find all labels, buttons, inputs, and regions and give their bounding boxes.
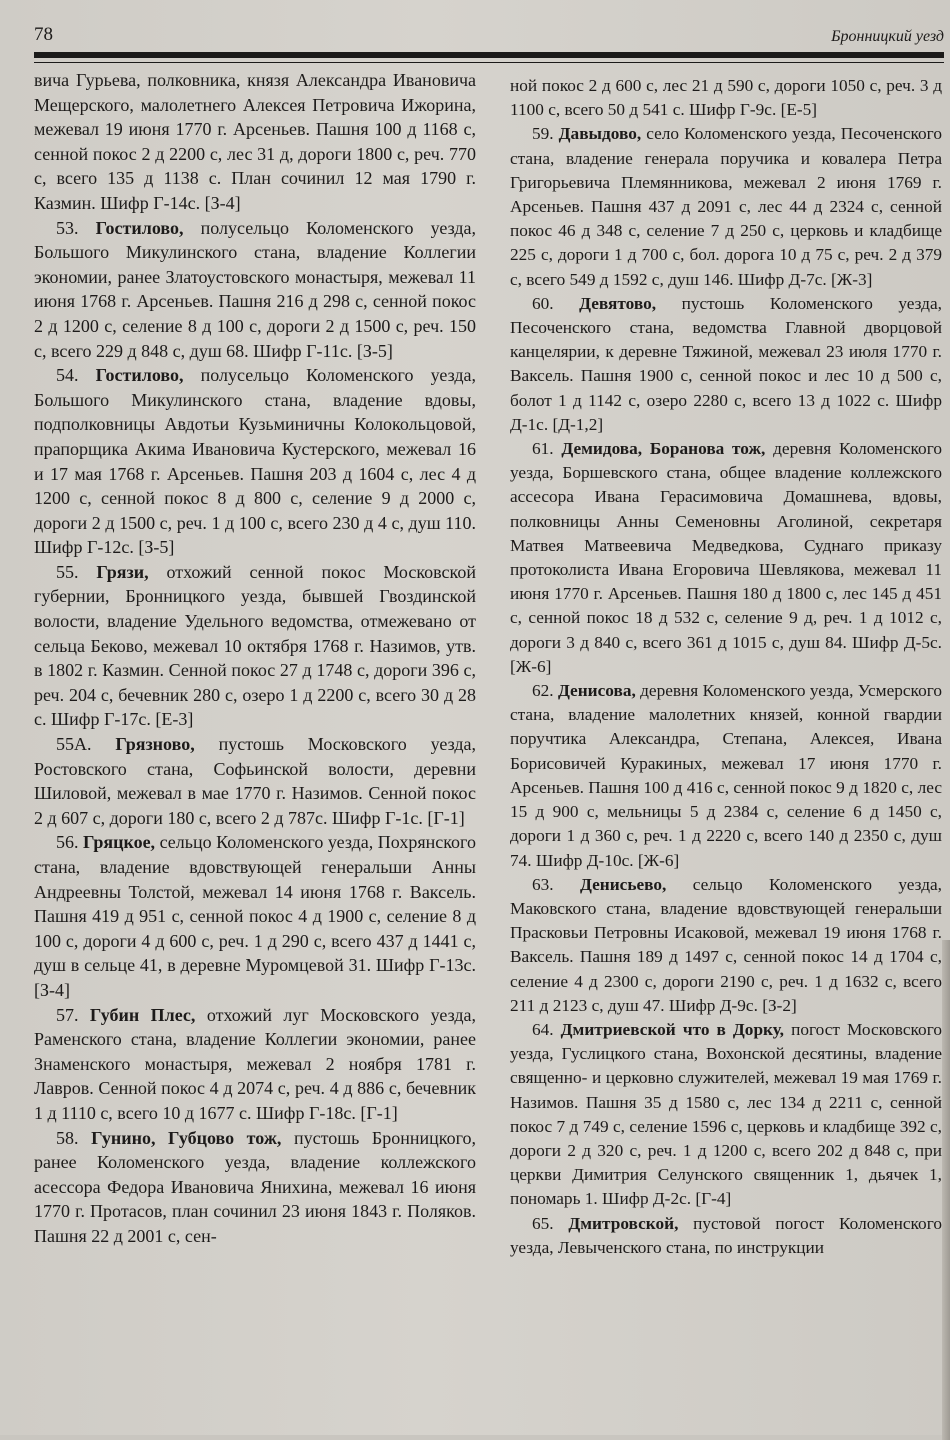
entry-text: отхожий луг Московского уезда, Раменского стана, владение Коллегии экономии, ранее Знаменского монастыря, межевал 2 ноября 1781 г. Лавров. Сенной покос 4 д 2074 с, реч. 4 д 886 с, бечевник 1 д 1110 с, всего 10 д 1677 с. Шифр Г-18с. [Г-1] <box>34 1004 477 1123</box>
page-number: 78 <box>34 24 53 45</box>
entry-name: Денисьево, <box>579 874 667 894</box>
entry-number: 57. <box>56 1004 79 1025</box>
header-rule-thin <box>34 62 944 63</box>
entry-text: ной покос 2 д 600 с, лес 21 д 590 с, дороги 1050 с, реч. 3 д 1100 с, всего 50 д 541 с. Шифр Г-9с. [Е-5] <box>510 76 942 120</box>
entry-text: полусельцо Коломенского уезда, Большого Микулинского стана, владение вдовы, подполковницы Авдотьи Кузьминичны Колокольцовой, прапорщика Акима Ивановича Кустерского, межевал 16 и 17 мая 1768 г. Арсеньев. Пашня 203 д 1604 с, лес 4 д 1200 с, сенной покос 8 д 800 с, селение 9 д 2000 с, дороги 2 д 1500 с, реч. 1 д 100 с, всего 230 д 4 с, душ 110. Шифр Г-12с. [З-5] <box>34 365 477 558</box>
entry-text: пустошь Московского уезда, Ростовского стана, Софьинской волости, деревни Шиловой, межевал в мае 1770 г. Назимов. Сенной покос 2 д 607 с, дороги 180 с, всего 2 д 787с. Шифр Г-1с. [Г-1] <box>34 734 477 828</box>
register-entry <box>34 560 476 732</box>
entry-number: 56. <box>56 832 79 853</box>
entry-name: Дмитровской, <box>568 1213 679 1233</box>
register-entry <box>34 732 476 830</box>
entry-name: Денисова, <box>557 681 636 701</box>
book-spine-edge <box>942 940 950 1440</box>
entry-text: пустошь Коломенского уезда, Песоченского стана, ведомства Главной дворцовой канцелярии, к деревне Тяжиной, межевал 23 июля 1770 г. Ваксель. Пашня 1900 с, сенной покос и лес 10 д 500 с, болот 1 д 1142 с, озеро 2280 с, всего 13 д 1022 с. Шифр Д-1с. [Д-1,2] <box>510 293 942 434</box>
entry-name: Гунино, Губцово тож, <box>91 1127 282 1148</box>
entry-number: 65. <box>532 1213 554 1233</box>
entry-text: пустошь Бронницкого, ранее Коломенского уезда, владение коллежского асессора Федора Ивановича Янихина, межевал 16 июня 1770 г. Протасов, план сочинил 23 июня 1843 г. Поляков. Пашня 22 д 2001 с, сен- <box>34 1127 477 1246</box>
entry-number: 58. <box>56 1127 79 1148</box>
entry-number: 59. <box>532 124 554 144</box>
register-entry <box>510 679 942 873</box>
entry-text: сельцо Коломенского уезда, Маковского стана, владение вдовствующей генеральши Прасковьи Петровны Исаковой, межевал 19 июня 1768 г. Ваксель. Пашня 189 д 1497 с, сенной покос 14 д 1704 с, селение 4 д 2300 с, дороги 2190 с, реч. 1 д 1632 с, всего 211 д 2123 с, душ 47. Шифр Д-9с. [З-2] <box>510 874 942 1015</box>
entry-number: 60. <box>532 293 554 313</box>
entry-name: Губин Плес, <box>89 1004 196 1025</box>
entry-text: деревня Коломенского уезда, Боршевского стана, общее владение коллежского ассесора Ивана Герасимовича Домашнева, вдовы, полковницы Анны Семеновны Аголиной, секретаря Матвея Матвеевича Медведкова, Суднаго приказу протоколиста Ивана Егоровича Шевлякова, межевал 11 июня 1770 г. Арсеньев. Пашня 180 д 1800 с, лес 145 д 451 с, сенной покос 18 д 532 с, селение 9 д, реч. 1 д 1012 с, дороги 3 д 840 с, всего 361 д 1015 с, душ 84. Шифр Д-5с. [Ж-6] <box>510 439 942 676</box>
entry-number: 63. <box>532 874 554 894</box>
register-entry <box>34 363 476 560</box>
entry-text: село Коломенского уезда, Песоченского стана, владение генерала поручика и ковалера Петра Григорьевича Племянникова, межевал 2 июня 1769 г. Арсеньев. Пашня 437 д 2091 с, лес 44 д 2324 с, сенной покос 46 д 348 с, селение 7 д 250 с, церковь и кладбище 225 с, дороги 1 д 700 с, бол. дорога 10 д 75 с, реч. 2 д 379 с, всего 549 д 1592 с, душ 146. Шифр Д-7с. [Ж-3] <box>510 124 942 289</box>
entry-name: Грязи, <box>96 561 149 582</box>
register-entry <box>510 122 942 291</box>
entry-text: отхожий сенной покос Московской губернии, Бронницкого уезда, бывшей Гвоздинской волости, владение Удельного ведомства, отмежевано от сельца Беково, межевал 10 октября 1768 г. Назимов, утв. в 1802 г. Казмин. Сенной покос 27 д 1748 с, дороги 396 с, реч. 204 с, бечевник 280 с, озеро 1 д 2200 с, всего 30 д 28 с. Шифр Г-17с. [Е-3] <box>34 561 476 730</box>
entry-continuation <box>510 74 942 122</box>
left-column <box>34 68 476 1249</box>
entry-name: Гостилово, <box>95 217 184 238</box>
entry-name: Грязново, <box>115 734 195 755</box>
register-entry <box>510 292 942 437</box>
running-head: Бронницкий уезд <box>831 28 944 45</box>
entry-number: 64. <box>532 1019 554 1039</box>
entry-name: Гряцкое, <box>83 832 156 853</box>
register-entry <box>510 873 942 1018</box>
register-entry <box>34 1003 476 1126</box>
register-entry <box>34 216 476 364</box>
entry-text: вича Гурьева, полковника, князя Александра Ивановича Мещерского, малолетнего Алексея Петровича Ижорина, межевал 19 июня 1770 г. Арсеньев. Пашня 100 д 1168 с, сенной покос 2 д 2200 с, лес 31 д, дороги 1800 с, реч. 770 с, всего 135 д 1138 с. План сочинил 12 мая 1790 г. Казмин. Шифр Г-14с. [З-4] <box>34 70 476 213</box>
entry-number: 54. <box>56 365 79 386</box>
entry-name: Дмитриевской что в Дорку, <box>560 1019 785 1039</box>
entry-number: 62. <box>532 681 554 701</box>
entry-number: 55. <box>56 561 79 582</box>
entry-text: погост Московского уезда, Гуслицкого стана, Вохонской десятины, владение священно- и церковно служителей, межевал 19 мая 1769 г. Назимов. Пашня 35 д 1580 с, лес 134 д 2211 с, сенной покос 7 д 749 с, селение 1596 с, церковь и кладбище 392 с, дороги 2 д 320 с, реч. 1 д 1200 с, всего 202 д 848 с, при церкви Димитрия Селунского священник 1, дьячек 1, пономарь 1. Шифр Д-2с. [Г-4] <box>510 1019 942 1209</box>
register-entry <box>510 1018 942 1212</box>
entry-name: Демидова, Боранова тож, <box>561 439 766 459</box>
register-entry <box>34 1126 476 1249</box>
entry-text: пустовой погост Коломенского уезда, Левыченского стана, по инструкции <box>510 1213 942 1257</box>
entry-text: деревня Коломенского уезда, Усмерского стана, владение малолетних князей, конной гвардии поручтика Александра, Степана, Алексея, Ивана Борисовичей Куракиных, межевал 17 июня 1770 г. Арсеньев. Пашня 100 д 416 с, сенной покос 9 д 1820 с, лес 15 д 900 с, мельницы 5 д 2384 с, селение 6 д 1450 с, дороги 1 д 360 с, реч. 1 д 2220 с, всего 140 д 2350 с, душ 74. Шифр Д-10с. [Ж-6] <box>510 681 943 870</box>
entry-name: Давыдово, <box>558 124 642 144</box>
header-rule-thick <box>34 52 944 58</box>
entry-name: Гостилово, <box>95 365 184 386</box>
register-entry <box>510 1212 942 1260</box>
entry-continuation <box>34 68 476 216</box>
entry-text: полусельцо Коломенского уезда, Большого Микулинского стана, владение Коллегии экономии, ранее Златоустовского монастыря, межевал 11 июня 1768 г. Арсеньев. Пашня 216 д 298 с, сенной покос 2 д 1200 с, селение 8 д 100 с, дороги 2 д 1500 с, реч. 150 с, всего 229 д 848 с, душ 68. Шифр Г-11с. [З-5] <box>34 217 477 361</box>
entry-number: 55А. <box>56 734 92 755</box>
entry-number: 61. <box>532 439 554 459</box>
register-entry <box>34 830 476 1002</box>
page-header <box>34 22 944 58</box>
entry-number: 53. <box>56 217 79 238</box>
entry-text: сельцо Коломенского уезда, Похрянского стана, владение вдовствующей генеральши Анны Андреевны Толстой, межевал 14 июня 1768 г. Ваксель. Пашня 419 д 951 с, сенной покос 4 д 1900 с, селение 8 д 100 с, дороги 4 д 600 с, реч. 1 д 290 с, всего 437 д 1441 с, душ в сельце 41, в деревне Муромцевой 31. Шифр Г-13с. [З-4] <box>34 832 476 1000</box>
register-entry <box>510 437 942 679</box>
right-column <box>510 74 942 1260</box>
entry-name: Девятово, <box>579 293 657 313</box>
